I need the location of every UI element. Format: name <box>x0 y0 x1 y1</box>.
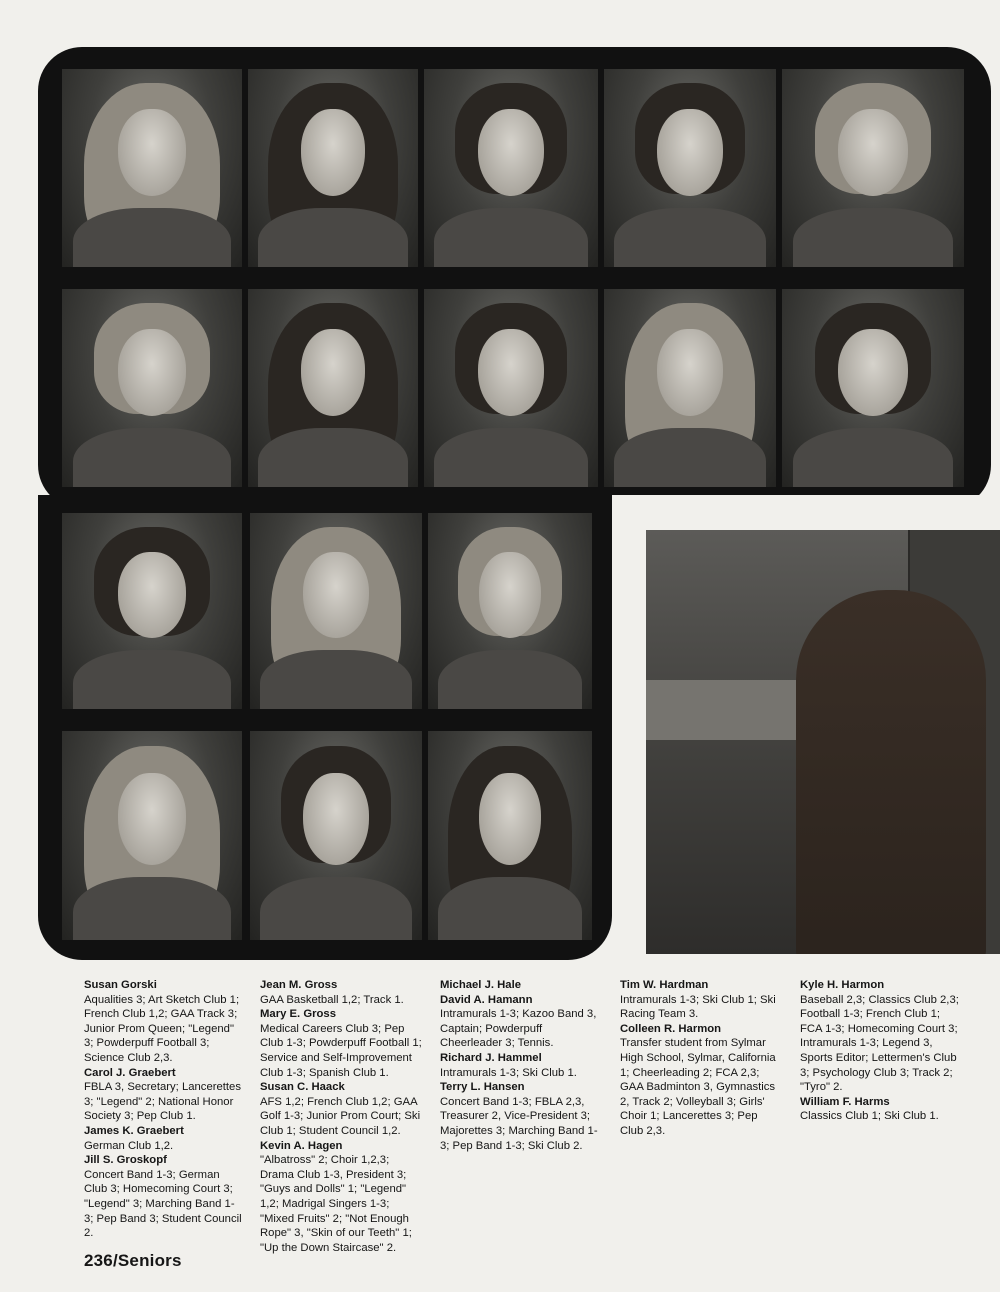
student-name: Jean M. Gross <box>260 979 338 991</box>
student-name: Terry L. Hansen <box>440 1081 525 1094</box>
student-activities: Intramurals 1-3; Kazoo Band 3, Captain; Powderpuff Cheerleader 3; Tennis. <box>440 1008 597 1050</box>
student-name: James K. Graebert <box>84 1124 184 1137</box>
frame-notch <box>612 495 994 515</box>
student-activities: Classics Club 1; Ski Club 1. <box>800 1110 939 1123</box>
student-activities: Aqualities 3; Art Sketch Club 1; French Club 1,2; GAA Track 3; Junior Prom Queen; "Legend" 3; Powderpuff Football 3; Science Club 2,3. <box>84 993 240 1064</box>
bio-column-3 <box>440 978 600 1153</box>
student-name: David A. Hamann <box>440 993 533 1006</box>
student-name: Tim W. Hardman <box>620 979 709 991</box>
student-activities: Concert Band 1-3; German Club 3; Homecoming Court 3; "Legend" 3; Marching Band 1-3; Pep Band 3; Student Council 2. <box>84 1168 242 1240</box>
page-number-footer: 236/Seniors <box>84 1251 182 1270</box>
student-activities: AFS 1,2; French Club 1,2; GAA Golf 1-3; Junior Prom Court; Ski Club 1; Student Council 1,2. <box>260 1095 421 1137</box>
student-activities: GAA Basketball 1,2; Track 1. <box>260 993 404 1006</box>
student-activities: Concert Band 1-3; FBLA 2,3, Treasurer 2, Vice-President 3; Majorettes 3; Marching Band 1-3; Pep Band 1-3; Ski Club 2. <box>440 1095 598 1152</box>
bio-column-5 <box>800 978 960 1124</box>
portrait-photo <box>248 69 418 267</box>
portrait-photo <box>782 289 964 487</box>
student-activities: Transfer student from Sylmar High School, Sylmar, California 1; Cheerleading 2; FCA 2,3; GAA Badminton 3, Gymnastics 2, Track 2; Volleyball 3; Girls' Choir 1; Lancerettes 3; Pep Club 2,3. <box>620 1037 776 1137</box>
portrait-photo <box>62 731 242 940</box>
student-activities: FBLA 3, Secretary; Lancerettes 3; "Legend" 2; National Honor Society 3; Pep Club 1. <box>84 1081 241 1123</box>
portrait-photo <box>424 69 598 267</box>
student-activities: "Albatross" 2; Choir 1,2,3; Drama Club 1-3, President 3; "Guys and Dolls" 1; "Legend" 1,2; Madrigal Singers 1-3; "Mixed Fruits" 2; "Not Enough Rope" 3, "Skin of our Teeth" 1; "Up the Down Staircase" 2. <box>260 1154 412 1254</box>
student-name: Richard J. Hammel <box>440 1051 542 1064</box>
candid-photo <box>646 530 1000 954</box>
student-name: Jill S. Groskopf <box>84 1154 167 1167</box>
student-name: Colleen R. Harmon <box>620 1022 722 1035</box>
portrait-photo <box>604 289 776 487</box>
bio-column-1 <box>84 978 242 1241</box>
student-activities: Intramurals 1-3; Ski Club 1; Ski Racing Team 3. <box>620 993 776 1021</box>
student-name: Mary E. Gross <box>260 1008 336 1021</box>
student-activities: Intramurals 1-3; Ski Club 1. <box>440 1066 577 1079</box>
bio-column-4 <box>620 978 780 1139</box>
portrait-photo <box>782 69 964 267</box>
portrait-photo <box>62 289 242 487</box>
portrait-photo <box>248 289 418 487</box>
student-activities: Medical Careers Club 3; Pep Club 1-3; Powderpuff Football 1; Service and Self-Improvement Club 1-3; Spanish Club 1. <box>260 1022 422 1079</box>
student-name: William F. Harms <box>800 1095 890 1108</box>
student-name: Michael J. Hale <box>440 979 521 991</box>
portrait-photo <box>424 289 598 487</box>
student-name: Carol J. Graebert <box>84 1066 176 1079</box>
student-name: Kyle H. Harmon <box>800 979 885 991</box>
student-name: Susan C. Haack <box>260 1081 345 1094</box>
portrait-photo <box>62 69 242 267</box>
portrait-photo <box>62 513 242 709</box>
student-name: Susan Gorski <box>84 979 157 991</box>
portrait-photo <box>428 731 592 940</box>
portrait-photo <box>604 69 776 267</box>
bio-column-2 <box>260 978 422 1255</box>
student-activities: German Club 1,2. <box>84 1139 174 1152</box>
portrait-photo <box>250 513 422 709</box>
portrait-photo <box>428 513 592 709</box>
portrait-photo <box>250 731 422 940</box>
student-name: Kevin A. Hagen <box>260 1139 343 1152</box>
student-activities: Baseball 2,3; Classics Club 2,3; Football 1-3; French Club 1; FCA 1-3; Homecoming Court 3; Intramurals 1-3; Legend 3, Sports Editor; Lettermen's Club 3; Psychology Club 3; Track 2; "Tyro" 2. <box>800 993 959 1094</box>
